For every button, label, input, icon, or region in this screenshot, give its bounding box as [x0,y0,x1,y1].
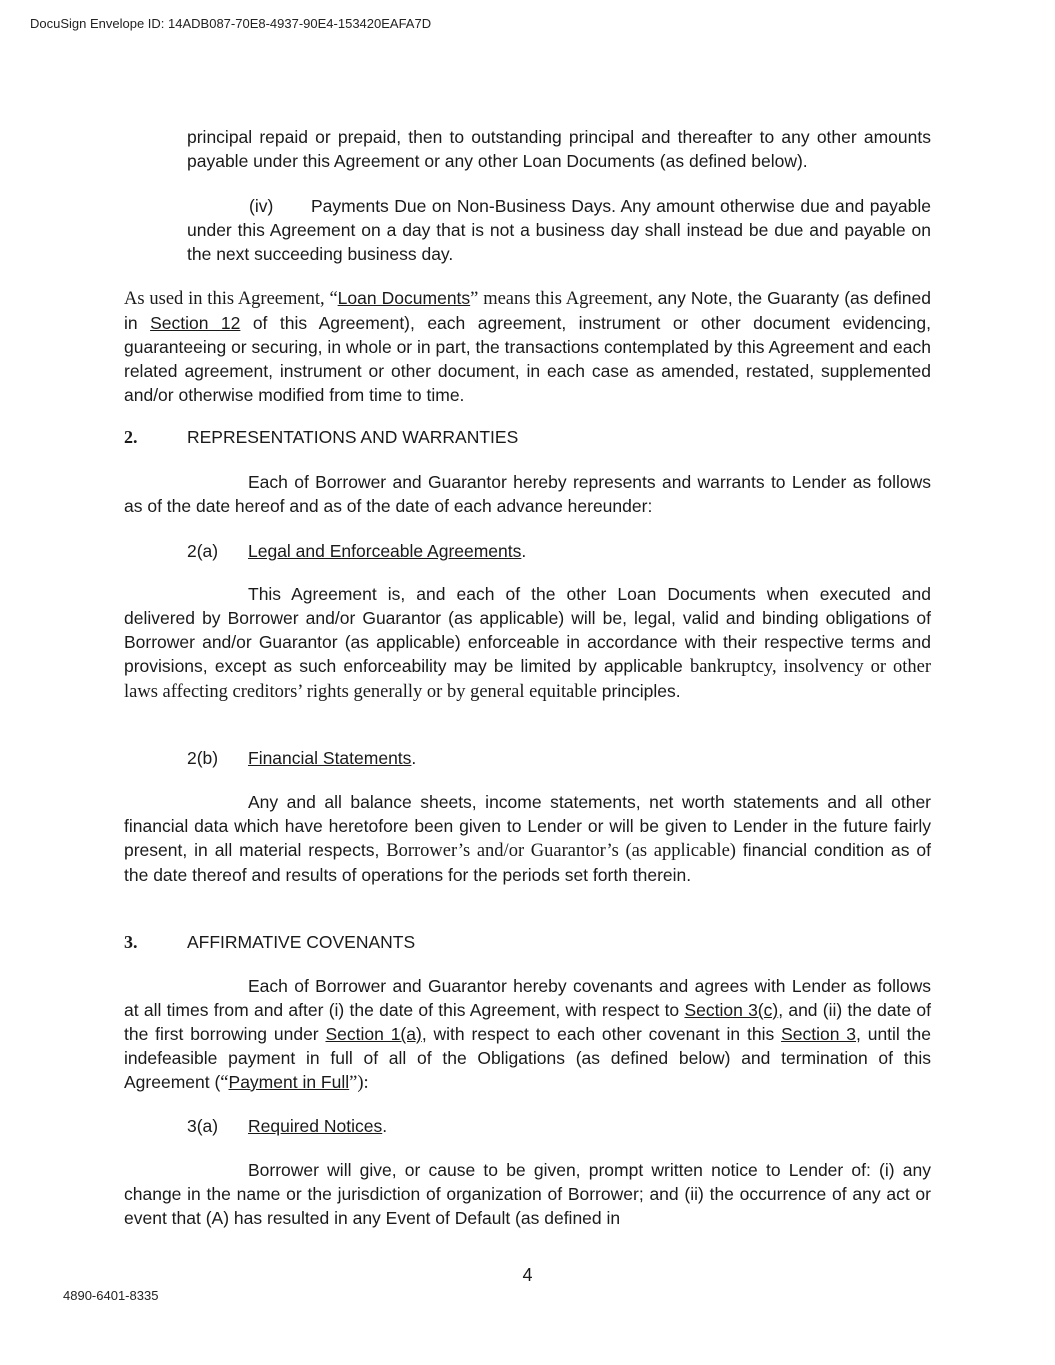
paragraph-loan-documents-definition: As used in this Agreement, “Loan Documents” means this Agreement, any Note, the Guaranty (as defined in Section 12 of this Agreement), each agreement, instrument or other document evidencing, guaranteeing or securing, in whole or in part, the transactions contemplated by this Agreement and each related agreement, instrument or other document, in each case as amended, restated, supplemented and/or otherwise modified from time to time. [124,288,932,405]
defined-term-loan-documents: Loan Documents [337,288,471,308]
section-number: 3. [124,932,138,952]
clause-number: (iv) [249,196,274,216]
section-title: REPRESENTATIONS AND WARRANTIES [187,427,519,447]
paragraph-payments-non-business-days [187,194,931,266]
section-heading-2 [124,425,518,449]
subsection-title: Legal and Enforceable Agreements [248,541,522,561]
paragraph-financial-statements: Any and all balance sheets, income statements, net worth statements and all other financial data which have heretofore been given to Lender or will be given to Lender in the future fairly present, in all material respects, Borrower’s and/or Guarantor’s (as applicable) financial condition as of the date thereof and results of operations for the periods set forth therein. [124,792,931,885]
subsection-number: 2(b) [187,748,219,768]
paragraph-covenants-intro: Each of Borrower and Guarantor hereby covenants and agrees with Lender as follows at all times from and after (i) the date of this Agreement, with respect to Section 3(c), and (ii) the date of the first borrowing under Section 1(a), with respect to each other covenant in this Section 3, until the indefeasible payment in full of all of the Obligations (as defined below) and termination of this Agreement (“Payment in Full”): [124,976,932,1093]
subsection-heading-2a: 2(a) Legal and Enforceable Agreements. [187,541,527,561]
subsection-heading-3a: 3(a) Required Notices. [187,1116,388,1136]
section-3c-reference: Section 3(c) [684,1000,779,1020]
paragraph-legal-enforceable: This Agreement is, and each of the other Loan Documents when executed and delivered by Borrower and/or Guarantor (as applicable) will be, legal, valid and binding obligations of Borrower and/or Guarantor (as applicable) enforceable in accordance with their respective terms and provisions, except as such enforceability may be limited by applicable bankruptcy, insolvency or other laws affecting creditors’ rights generally or by general equitable principles. [124,584,931,702]
clause-text: Payments Due on Non-Business Days. Any amount otherwise due and payable under this Agreement on a day that is not a business day shall instead be due and payable on the next succeeding business day. [187,196,931,264]
section-number: 2. [124,427,138,447]
section-1a-reference: Section 1(a) [325,1024,422,1044]
section-3-reference: Section 3 [781,1024,857,1044]
section-title: AFFIRMATIVE COVENANTS [187,932,416,952]
subsection-number: 3(a) [187,1116,219,1136]
paragraph-representations-intro: Each of Borrower and Guarantor hereby represents and warrants to Lender as follows as of the date hereof and as of the date of each advance hereunder: [124,472,931,516]
section-12-reference: Section 12 [150,313,241,333]
subsection-number: 2(a) [187,541,219,561]
subsection-title: Required Notices [248,1116,383,1136]
subsection-heading-2b: 2(b) Financial Statements. [187,748,417,768]
document-number: 4890-6401-8335 [63,1288,159,1303]
page-number: 4 [522,1265,533,1285]
envelope-id: DocuSign Envelope ID: 14ADB087-70E8-4937-90E4-153420EAFA7D [30,16,432,31]
defined-term-payment-in-full: Payment in Full [228,1072,350,1092]
paragraph-continuation: principal repaid or prepaid, then to outstanding principal and thereafter to any other amounts payable under this Agreement or any other Loan Documents (as defined below). [187,127,931,171]
subsection-title: Financial Statements [248,748,412,768]
section-heading-3 [124,930,415,954]
paragraph-required-notices: Borrower will give, or cause to be given, prompt written notice to Lender of: (i) any change in the name or the jurisdiction of organization of Borrower; and (ii) the occurrence of any act or event that (A) has resulted in any Event of Default (as defined in [124,1160,931,1228]
